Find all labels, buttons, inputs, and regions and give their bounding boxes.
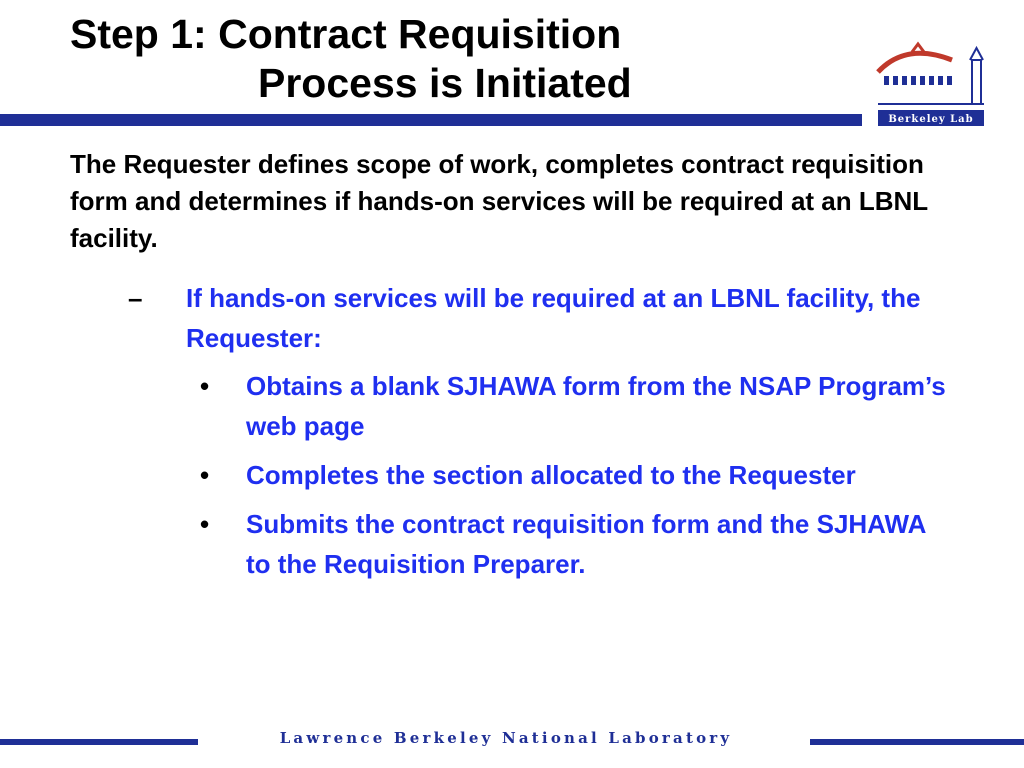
- list-item: [196, 366, 956, 446]
- dash-marker: –: [128, 283, 143, 313]
- bullet-marker: •: [200, 460, 210, 490]
- footer-divider-left: [0, 739, 198, 745]
- bullet-marker: •: [200, 371, 210, 401]
- title-divider-bar: [0, 114, 862, 126]
- intro-paragraph: The Requester defines scope of work, completes contract requisition form and determines if hands-on services will be required at an LBNL facility.: [70, 149, 928, 253]
- bullet-text: Completes the section allocated to the Requester: [246, 460, 856, 490]
- berkeley-lab-logo: [872, 38, 990, 130]
- bullet-list: [196, 366, 956, 593]
- slide-title: [70, 10, 632, 108]
- footer-divider-right: [810, 739, 1024, 745]
- sub-point: [128, 278, 928, 358]
- sub-point-text: If hands-on services will be required at an LBNL facility, the Requester:: [186, 283, 921, 353]
- title-line-2: Process is Initiated: [258, 60, 632, 106]
- logo-label: Berkeley Lab: [888, 114, 974, 125]
- list-item: [196, 455, 956, 495]
- bullet-text: Submits the contract requisition form and the SJHAWA to the Requisition Preparer.: [246, 509, 926, 579]
- list-item: [196, 504, 956, 584]
- footer-lab-name: Lawrence Berkeley National Laboratory: [279, 729, 733, 747]
- bullet-marker: •: [200, 509, 210, 539]
- bullet-text: Obtains a blank SJHAWA form from the NSAP Program’s web page: [246, 371, 946, 441]
- title-line-1: Step 1: Contract Requisition: [70, 11, 622, 57]
